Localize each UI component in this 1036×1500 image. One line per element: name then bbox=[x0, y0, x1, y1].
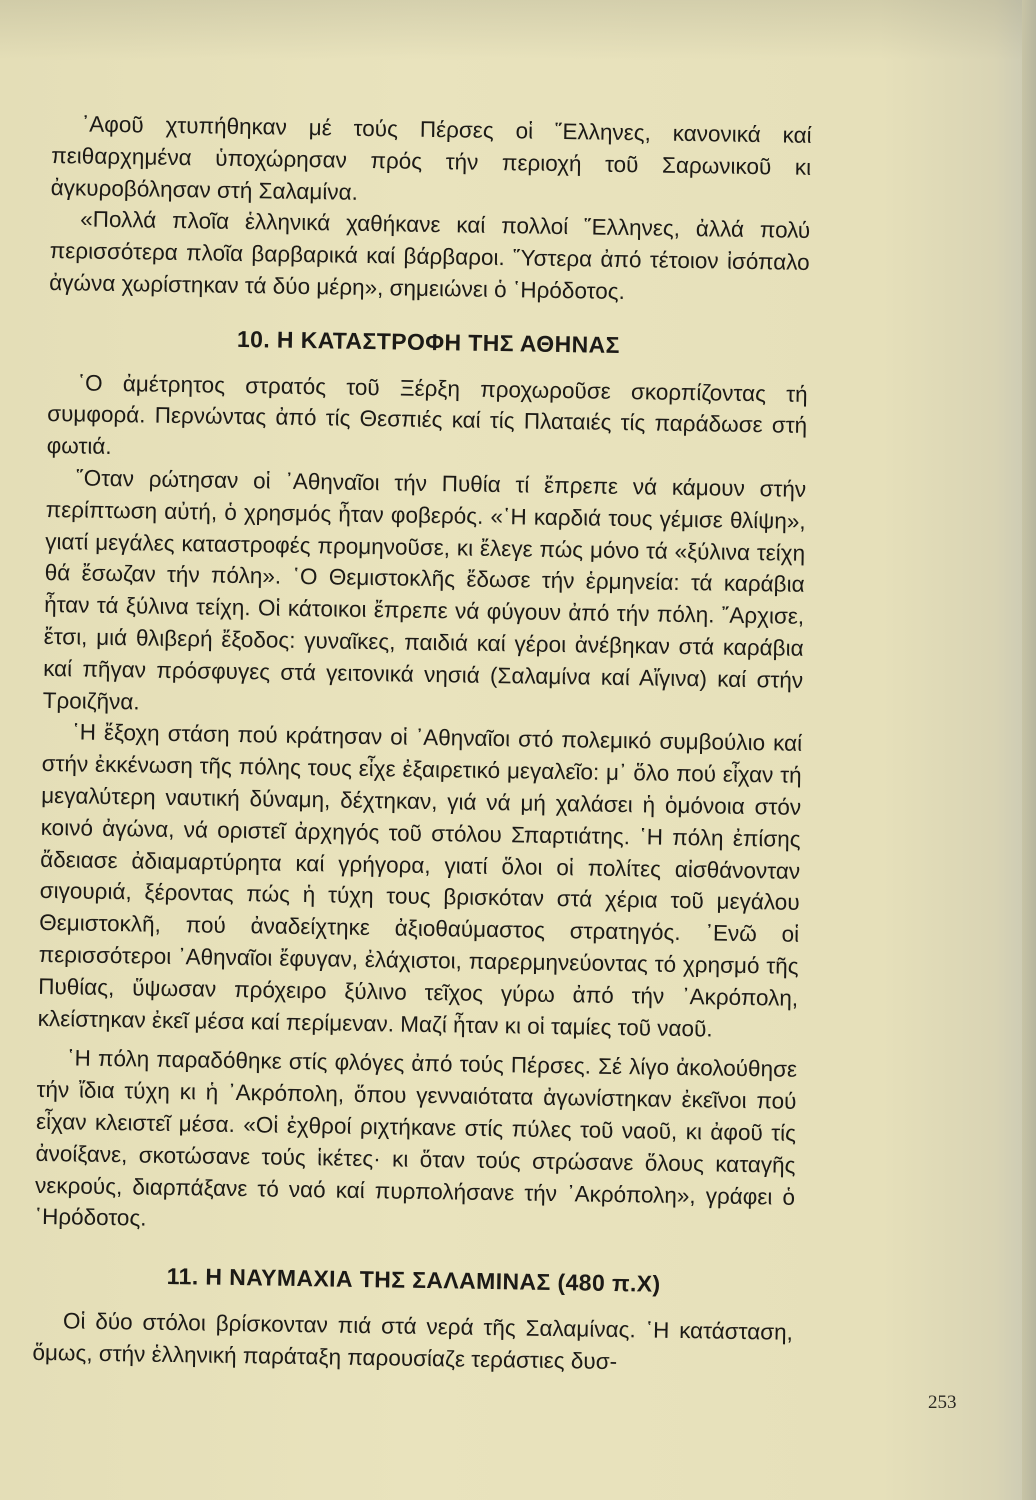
paragraph-athenian-stance: ῾Η ἔξοχη στάση πού κράτησαν οἱ ᾿Αθηναῖοι στό πολεμικό συμβούλιο καί στήν ἐκκένωση τῆς πόλης τους εἶχε ἐξαιρετικό μεγαλεῖο: μ᾿ ὅλο πού εἶχαν τή μεγαλύτερη ναυτική δύναμη, δέχτηκαν, γιά νά μή χαλάσει ἡ ὁμόνοια στόν κοινό ἀγώνα, νά οριστεῖ ἀρχηγός τοῦ στόλου Σπαρτιάτης. ῾Η πόλη ἐπίσης ἄδειασε ἀδιαμαρτύρητα καί γρήγορα, γιατί ὅλοι οἱ πολίτες αἰσθάνονταν σιγουριά, ξέροντας πώς ἡ τύχη τους βρισκόταν στά χέρια τοῦ μεγάλου Θεμιστοκλῆ, πού ἀναδείχτηκε ἀξιοθαύμαστος στρατηγός. ᾿Ενῶ οἱ περισσότεροι ᾿Αθηναῖοι ἔφυγαν, ἐλάχιστοι, παρερμηνεύοντας τό χρησμό τῆς Πυθίας, ὕψωσαν πρόχειρο ξύλινο τεῖχος γύρω ἀπό τήν ᾿Ακρόπολη, κλείστηκαν ἐκεῖ μέσα καί περίμεναν. Μαζί ἦταν κι οἱ ταμίες τοῦ ναοῦ. bbox=[37, 719, 803, 1042]
section-heading-11: 11. Η ΝΑΥΜΑΧΙΑ ΤΗΣ ΣΑΛΑΜΙΝΑΣ (480 π.Χ) bbox=[166, 1263, 661, 1297]
paragraph-xerxes-army: ῾Ο ἀμέτρητος στρατός τοῦ Ξέρξη προχωροῦσε σκορπίζοντας τή συμφορά. Περνώντας ἀπό τίς Θεσπιές καί τίς Πλαταιές τίς παράδωσε στή φωτιά. bbox=[46, 370, 808, 460]
paragraph-retreat: ᾿Αφοῦ χτυπήθηκαν μέ τούς Πέρσες οἱ ῞Ελληνες, κανονικά καί πειθαρχημένα ὑποχώρησαν πρός τήν περιοχή τοῦ Σαρωνικοῦ κι ἀγκυροβόλησαν στή Σαλαμίνα. bbox=[50, 111, 812, 205]
paragraph-two-fleets: Οἱ δύο στόλοι βρίσκονταν πιά στά νερά τῆς Σαλαμίνας. ῾Η κατάσταση, ὅμως, στήν ἑλληνική παράταξη παρουσίαζε τεράστιες δυσ- bbox=[32, 1308, 794, 1374]
top-shadow bbox=[0, 0, 1036, 60]
page-edge bbox=[1022, 0, 1036, 1500]
text-column bbox=[32, 108, 812, 1380]
section-heading-10: 10. Η ΚΑΤΑΣΤΡΟΦΗ ΤΗΣ ΑΘΗΝΑΣ bbox=[236, 325, 621, 358]
page-number: 253 bbox=[928, 1392, 957, 1413]
paragraph-acropolis-fall: ῾Η πόλη παραδόθηκε στίς φλόγες ἀπό τούς Πέρσες. Σέ λίγο ἀκολούθησε τήν ἴδια τύχη κι ἡ ᾿Ακρόπολη, ὅπου γενναιότατα ἀγωνίστηκαν ἐκεῖνοι πού εἶχαν κλειστεῖ μέσα. «Οἱ ἐχθροί ριχτήκανε στίς πύλες τοῦ ναοῦ, κι ἀφοῦ τίς ἀνοίξανε, σκοτώσανε τούς ἱκέτες· κι ὅταν τούς στρώσανε ὅλους καταγῆς νεκρούς, διαρπάξανε τό ναό καί πυρπολήσανε τήν ᾿Ακρόπολη», γράφει ὁ ῾Ηρόδοτος. bbox=[34, 1045, 798, 1231]
paragraph-herodotus-quote: «Πολλά πλοῖα ἑλληνικά χαθήκανε καί πολλοί ῞Ελληνες, ἀλλά πολύ περισσότερα πλοῖα βαρβαρικά καί βάρβαροι. ῞Υστερα ἀπό τέτοιον ἰσόπαλο ἀγώνα χωρίστηκαν τά δύο μέρη», σημειώνει ὁ ῾Ηρόδοτος. bbox=[49, 206, 811, 305]
paragraph-pythia-oracle: ῞Οταν ρώτησαν οἱ ᾿Αθηναῖοι τήν Πυθία τί ἔπρεπε νά κάμουν στήν περίπτωση αὐτή, ὁ χρησμός ἦταν φοβερός. «῾Η καρδιά τους γέμισε θλίψη», γιατί μεγάλες καταστροφές προμηνοῦσε, κι ἔλεγε πώς μόνο τά «ξύλινα τείχη θά ἔσωζαν τήν πόλη». ῾Ο Θεμιστοκλῆς ἔδωσε τήν ἑρμηνεία: τά καράβια ἦταν τά ξύλινα τείχη. Οἱ κάτοικοι ἔπρεπε νά φύγουν ἀπό τήν πόλη. ῎Αρχισε, ἔτσι, μιά θλιβερή ἔξοδος: γυναῖκες, παιδιά καί γέροι ἀνέβηκαν στά καράβια καί πῆγαν πρόσφυγες στά γειτονικά νησιά (Σαλαμίνα καί Αἴγινα) καί στήν Τροιζῆνα. bbox=[42, 465, 807, 714]
